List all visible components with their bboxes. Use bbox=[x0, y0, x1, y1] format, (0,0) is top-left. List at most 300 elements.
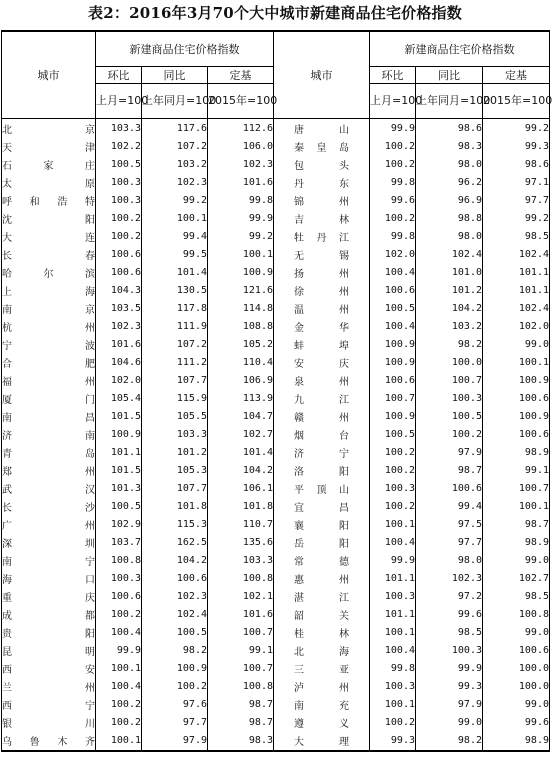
yoy-base-left: 上年同月=100 bbox=[142, 84, 208, 119]
yoy-header-left: 同比 bbox=[142, 67, 208, 84]
yoy-value-left: 100.6 bbox=[142, 569, 208, 587]
city-name-right: 惠州 bbox=[274, 569, 370, 587]
fixed-base-value-right: 99.2 bbox=[483, 209, 550, 227]
mom-value-left: 101.1 bbox=[96, 443, 142, 461]
city-name-left: 长沙 bbox=[2, 497, 96, 515]
mom-value-right: 99.9 bbox=[370, 119, 416, 138]
city-name-right: 烟台 bbox=[274, 425, 370, 443]
mom-value-left: 102.9 bbox=[96, 515, 142, 533]
fixed-base-value-right: 100.0 bbox=[483, 677, 550, 695]
mom-value-right: 100.4 bbox=[370, 641, 416, 659]
yoy-value-right: 100.5 bbox=[416, 407, 483, 425]
yoy-value-right: 97.5 bbox=[416, 515, 483, 533]
city-name-right: 宜昌 bbox=[274, 497, 370, 515]
fixed-base-value-left: 112.6 bbox=[208, 119, 274, 138]
yoy-value-left: 107.7 bbox=[142, 371, 208, 389]
mom-value-right: 102.0 bbox=[370, 245, 416, 263]
fixed-base-value-left: 114.8 bbox=[208, 299, 274, 317]
table-row bbox=[2, 515, 550, 533]
table-row bbox=[2, 173, 550, 191]
fixed-base-value-left: 104.2 bbox=[208, 461, 274, 479]
fixed-base-value-left: 135.6 bbox=[208, 533, 274, 551]
city-name-left: 广州 bbox=[2, 515, 96, 533]
table-row bbox=[2, 533, 550, 551]
fixed-base-value-right: 98.6 bbox=[483, 155, 550, 173]
table-row bbox=[2, 641, 550, 659]
city-name-left: 呼和浩特 bbox=[2, 191, 96, 209]
fixed-base-value-left: 99.8 bbox=[208, 191, 274, 209]
yoy-value-left: 101.8 bbox=[142, 497, 208, 515]
yoy-value-left: 101.2 bbox=[142, 443, 208, 461]
mom-value-left: 101.5 bbox=[96, 461, 142, 479]
mom-value-left: 104.3 bbox=[96, 281, 142, 299]
yoy-value-left: 98.2 bbox=[142, 641, 208, 659]
yoy-value-left: 107.7 bbox=[142, 479, 208, 497]
table-row bbox=[2, 137, 550, 155]
city-name-left: 石家庄 bbox=[2, 155, 96, 173]
fixed-base-value-right: 100.6 bbox=[483, 425, 550, 443]
yoy-value-right: 98.5 bbox=[416, 623, 483, 641]
mom-value-right: 99.6 bbox=[370, 191, 416, 209]
yoy-value-left: 102.3 bbox=[142, 587, 208, 605]
mom-value-right: 100.2 bbox=[370, 497, 416, 515]
yoy-value-right: 99.9 bbox=[416, 659, 483, 677]
yoy-value-left: 100.5 bbox=[142, 623, 208, 641]
table-row bbox=[2, 209, 550, 227]
yoy-value-left: 115.9 bbox=[142, 389, 208, 407]
yoy-value-right: 100.3 bbox=[416, 641, 483, 659]
table-row bbox=[2, 317, 550, 335]
mom-value-right: 100.2 bbox=[370, 137, 416, 155]
table-row bbox=[2, 659, 550, 677]
fixed-base-value-right: 100.6 bbox=[483, 641, 550, 659]
yoy-value-right: 102.4 bbox=[416, 245, 483, 263]
fixed-base-value-left: 106.0 bbox=[208, 137, 274, 155]
yoy-value-left: 100.9 bbox=[142, 659, 208, 677]
city-name-left: 上海 bbox=[2, 281, 96, 299]
city-name-left: 北京 bbox=[2, 119, 96, 138]
city-name-right: 常德 bbox=[274, 551, 370, 569]
fixed-base-value-left: 104.7 bbox=[208, 407, 274, 425]
yoy-value-right: 101.0 bbox=[416, 263, 483, 281]
table-row bbox=[2, 335, 550, 353]
fixed-base-value-right: 100.1 bbox=[483, 353, 550, 371]
city-name-left: 南京 bbox=[2, 299, 96, 317]
yoy-value-left: 130.5 bbox=[142, 281, 208, 299]
yoy-value-right: 98.3 bbox=[416, 137, 483, 155]
city-name-right: 平顶山 bbox=[274, 479, 370, 497]
mom-value-right: 100.4 bbox=[370, 263, 416, 281]
fixed-base-value-left: 102.7 bbox=[208, 425, 274, 443]
city-name-left: 天津 bbox=[2, 137, 96, 155]
city-name-left: 郑州 bbox=[2, 461, 96, 479]
fixed-base-value-right: 99.0 bbox=[483, 623, 550, 641]
mom-value-right: 99.3 bbox=[370, 731, 416, 751]
fixed-base-value-right: 99.0 bbox=[483, 335, 550, 353]
table-row bbox=[2, 407, 550, 425]
mom-value-left: 101.5 bbox=[96, 407, 142, 425]
table-row bbox=[2, 425, 550, 443]
mom-value-left: 100.2 bbox=[96, 713, 142, 731]
mom-value-left: 103.3 bbox=[96, 119, 142, 138]
mom-value-right: 100.2 bbox=[370, 209, 416, 227]
yoy-value-left: 97.9 bbox=[142, 731, 208, 751]
mom-value-right: 100.9 bbox=[370, 335, 416, 353]
price-index-table bbox=[1, 30, 550, 752]
yoy-value-right: 98.8 bbox=[416, 209, 483, 227]
fixed-base-value-right: 102.0 bbox=[483, 317, 550, 335]
table-row bbox=[2, 155, 550, 173]
table-row bbox=[2, 263, 550, 281]
yoy-value-left: 107.2 bbox=[142, 137, 208, 155]
table-row bbox=[2, 677, 550, 695]
mom-value-right: 99.8 bbox=[370, 659, 416, 677]
yoy-value-left: 107.2 bbox=[142, 335, 208, 353]
mom-value-left: 102.2 bbox=[96, 137, 142, 155]
yoy-header-right: 同比 bbox=[416, 67, 483, 84]
index-group-header-right: 新建商品住宅价格指数 bbox=[370, 31, 550, 67]
table-row bbox=[2, 731, 550, 751]
fixed-base-value-left: 103.3 bbox=[208, 551, 274, 569]
mom-base-right: 上月=100 bbox=[370, 84, 416, 119]
yoy-value-left: 100.2 bbox=[142, 677, 208, 695]
mom-value-right: 100.1 bbox=[370, 515, 416, 533]
city-name-right: 泸州 bbox=[274, 677, 370, 695]
mom-value-left: 100.5 bbox=[96, 497, 142, 515]
mom-value-right: 100.6 bbox=[370, 371, 416, 389]
mom-value-right: 100.7 bbox=[370, 389, 416, 407]
fixed-base-value-right: 100.9 bbox=[483, 407, 550, 425]
yoy-value-right: 100.0 bbox=[416, 353, 483, 371]
mom-value-right: 100.1 bbox=[370, 695, 416, 713]
mom-value-left: 100.3 bbox=[96, 173, 142, 191]
fixed-base-value-right: 97.1 bbox=[483, 173, 550, 191]
yoy-value-left: 111.9 bbox=[142, 317, 208, 335]
table-body bbox=[2, 119, 550, 752]
table-row bbox=[2, 479, 550, 497]
mom-value-left: 100.9 bbox=[96, 425, 142, 443]
mom-header-right: 环比 bbox=[370, 67, 416, 84]
fixed-base-value-right: 98.5 bbox=[483, 587, 550, 605]
table-row bbox=[2, 605, 550, 623]
city-name-right: 唐山 bbox=[274, 119, 370, 138]
city-name-left: 南宁 bbox=[2, 551, 96, 569]
fixed-base-value-left: 106.9 bbox=[208, 371, 274, 389]
city-name-left: 乌鲁木齐 bbox=[2, 731, 96, 751]
yoy-value-left: 102.3 bbox=[142, 173, 208, 191]
mom-value-right: 100.4 bbox=[370, 533, 416, 551]
index-group-header-left: 新建商品住宅价格指数 bbox=[96, 31, 274, 67]
mom-value-left: 105.4 bbox=[96, 389, 142, 407]
yoy-value-left: 100.1 bbox=[142, 209, 208, 227]
fixed-base-value-left: 100.1 bbox=[208, 245, 274, 263]
table-row bbox=[2, 551, 550, 569]
city-name-right: 安庆 bbox=[274, 353, 370, 371]
table-row bbox=[2, 569, 550, 587]
yoy-value-left: 97.7 bbox=[142, 713, 208, 731]
yoy-value-right: 96.9 bbox=[416, 191, 483, 209]
yoy-value-right: 99.0 bbox=[416, 713, 483, 731]
table-row bbox=[2, 299, 550, 317]
table-row bbox=[2, 245, 550, 263]
mom-value-left: 100.3 bbox=[96, 569, 142, 587]
yoy-value-left: 99.2 bbox=[142, 191, 208, 209]
fixed-base-value-right: 100.7 bbox=[483, 479, 550, 497]
yoy-value-right: 99.6 bbox=[416, 605, 483, 623]
fixed-base-value-left: 101.6 bbox=[208, 605, 274, 623]
city-name-right: 遵义 bbox=[274, 713, 370, 731]
mom-value-left: 100.2 bbox=[96, 605, 142, 623]
yoy-value-left: 102.4 bbox=[142, 605, 208, 623]
fixed-base-value-left: 110.7 bbox=[208, 515, 274, 533]
city-name-left: 宁波 bbox=[2, 335, 96, 353]
yoy-value-left: 162.5 bbox=[142, 533, 208, 551]
city-name-left: 济南 bbox=[2, 425, 96, 443]
yoy-value-right: 97.2 bbox=[416, 587, 483, 605]
city-name-left: 西宁 bbox=[2, 695, 96, 713]
fixed-base-value-right: 100.6 bbox=[483, 389, 550, 407]
yoy-value-left: 111.2 bbox=[142, 353, 208, 371]
yoy-value-right: 100.6 bbox=[416, 479, 483, 497]
city-name-right: 包头 bbox=[274, 155, 370, 173]
city-name-left: 重庆 bbox=[2, 587, 96, 605]
yoy-value-right: 96.2 bbox=[416, 173, 483, 191]
city-name-right: 南充 bbox=[274, 695, 370, 713]
table-row bbox=[2, 119, 550, 138]
yoy-value-right: 100.3 bbox=[416, 389, 483, 407]
fixed-base-right: 2015年=100 bbox=[483, 84, 550, 119]
city-name-right: 襄阳 bbox=[274, 515, 370, 533]
mom-value-right: 100.2 bbox=[370, 461, 416, 479]
fixed-base-value-right: 99.3 bbox=[483, 137, 550, 155]
yoy-value-right: 98.7 bbox=[416, 461, 483, 479]
mom-value-left: 100.2 bbox=[96, 209, 142, 227]
city-name-right: 赣州 bbox=[274, 407, 370, 425]
table-row bbox=[2, 389, 550, 407]
mom-value-right: 100.2 bbox=[370, 155, 416, 173]
fixed-base-value-left: 102.1 bbox=[208, 587, 274, 605]
city-name-left: 福州 bbox=[2, 371, 96, 389]
city-name-right: 湛江 bbox=[274, 587, 370, 605]
fixed-base-value-right: 99.0 bbox=[483, 695, 550, 713]
city-name-left: 太原 bbox=[2, 173, 96, 191]
yoy-value-right: 100.2 bbox=[416, 425, 483, 443]
mom-value-left: 102.0 bbox=[96, 371, 142, 389]
city-name-right: 徐州 bbox=[274, 281, 370, 299]
mom-value-right: 100.5 bbox=[370, 299, 416, 317]
fixed-base-value-left: 99.9 bbox=[208, 209, 274, 227]
table-row bbox=[2, 623, 550, 641]
fixed-base-value-right: 100.9 bbox=[483, 371, 550, 389]
mom-value-left: 100.8 bbox=[96, 551, 142, 569]
mom-value-right: 100.3 bbox=[370, 677, 416, 695]
mom-value-left: 100.4 bbox=[96, 677, 142, 695]
table-row bbox=[2, 227, 550, 245]
mom-value-right: 100.2 bbox=[370, 713, 416, 731]
mom-value-left: 103.5 bbox=[96, 299, 142, 317]
fixed-base-value-left: 98.7 bbox=[208, 713, 274, 731]
city-name-right: 桂林 bbox=[274, 623, 370, 641]
city-name-left: 青岛 bbox=[2, 443, 96, 461]
fixed-base-value-left: 100.9 bbox=[208, 263, 274, 281]
fixed-base-value-left: 99.2 bbox=[208, 227, 274, 245]
city-name-right: 大理 bbox=[274, 731, 370, 751]
mom-base-left: 上月=100 bbox=[96, 84, 142, 119]
mom-value-right: 101.1 bbox=[370, 569, 416, 587]
yoy-value-left: 105.5 bbox=[142, 407, 208, 425]
city-name-right: 秦皇岛 bbox=[274, 137, 370, 155]
city-name-left: 银川 bbox=[2, 713, 96, 731]
fixed-base-value-left: 99.1 bbox=[208, 641, 274, 659]
mom-value-right: 99.8 bbox=[370, 227, 416, 245]
city-name-right: 锦州 bbox=[274, 191, 370, 209]
table-row bbox=[2, 713, 550, 731]
fixed-base-left: 2015年=100 bbox=[208, 84, 274, 119]
fixed-base-value-left: 100.8 bbox=[208, 677, 274, 695]
city-name-left: 兰州 bbox=[2, 677, 96, 695]
mom-value-left: 99.9 bbox=[96, 641, 142, 659]
yoy-value-right: 99.3 bbox=[416, 677, 483, 695]
yoy-value-right: 97.9 bbox=[416, 695, 483, 713]
yoy-value-left: 103.2 bbox=[142, 155, 208, 173]
mom-value-right: 100.4 bbox=[370, 317, 416, 335]
yoy-value-left: 99.4 bbox=[142, 227, 208, 245]
mom-value-left: 100.6 bbox=[96, 587, 142, 605]
fixed-base-value-right: 98.9 bbox=[483, 533, 550, 551]
mom-value-left: 100.2 bbox=[96, 695, 142, 713]
yoy-base-right: 上年同月=100 bbox=[416, 84, 483, 119]
yoy-value-right: 98.0 bbox=[416, 551, 483, 569]
fixed-base-value-right: 98.5 bbox=[483, 227, 550, 245]
city-name-right: 三亚 bbox=[274, 659, 370, 677]
fixed-base-value-left: 102.3 bbox=[208, 155, 274, 173]
yoy-value-right: 100.7 bbox=[416, 371, 483, 389]
city-name-right: 丹东 bbox=[274, 173, 370, 191]
city-name-left: 深圳 bbox=[2, 533, 96, 551]
mom-value-right: 99.9 bbox=[370, 551, 416, 569]
city-name-right: 泉州 bbox=[274, 371, 370, 389]
fixed-base-value-left: 101.8 bbox=[208, 497, 274, 515]
mom-header-left: 环比 bbox=[96, 67, 142, 84]
fixed-base-value-right: 100.1 bbox=[483, 497, 550, 515]
mom-value-right: 100.2 bbox=[370, 443, 416, 461]
fixed-base-value-left: 101.6 bbox=[208, 173, 274, 191]
mom-value-right: 100.9 bbox=[370, 353, 416, 371]
table-row bbox=[2, 695, 550, 713]
city-name-right: 吉林 bbox=[274, 209, 370, 227]
yoy-value-right: 103.2 bbox=[416, 317, 483, 335]
fixed-base-value-right: 102.4 bbox=[483, 299, 550, 317]
city-name-left: 沈阳 bbox=[2, 209, 96, 227]
city-name-left: 海口 bbox=[2, 569, 96, 587]
fixed-base-value-right: 102.4 bbox=[483, 245, 550, 263]
city-name-left: 武汉 bbox=[2, 479, 96, 497]
city-name-left: 大连 bbox=[2, 227, 96, 245]
city-name-left: 杭州 bbox=[2, 317, 96, 335]
city-header-right: 城市 bbox=[274, 31, 370, 119]
fixed-base-value-left: 101.4 bbox=[208, 443, 274, 461]
mom-value-left: 100.1 bbox=[96, 659, 142, 677]
yoy-value-left: 117.8 bbox=[142, 299, 208, 317]
city-name-left: 南昌 bbox=[2, 407, 96, 425]
table-row bbox=[2, 281, 550, 299]
fixed-base-value-left: 108.8 bbox=[208, 317, 274, 335]
yoy-value-left: 101.4 bbox=[142, 263, 208, 281]
table-row bbox=[2, 587, 550, 605]
yoy-value-right: 98.0 bbox=[416, 227, 483, 245]
city-name-right: 济宁 bbox=[274, 443, 370, 461]
city-name-right: 牡丹江 bbox=[274, 227, 370, 245]
mom-value-left: 103.7 bbox=[96, 533, 142, 551]
fixed-base-value-right: 102.7 bbox=[483, 569, 550, 587]
city-name-left: 贵阳 bbox=[2, 623, 96, 641]
yoy-value-right: 98.6 bbox=[416, 119, 483, 138]
yoy-value-right: 104.2 bbox=[416, 299, 483, 317]
fixed-base-value-left: 100.7 bbox=[208, 623, 274, 641]
mom-value-left: 100.4 bbox=[96, 623, 142, 641]
mom-value-right: 100.3 bbox=[370, 479, 416, 497]
mom-value-left: 101.6 bbox=[96, 335, 142, 353]
fixed-base-value-left: 121.6 bbox=[208, 281, 274, 299]
fixed-base-value-right: 99.0 bbox=[483, 551, 550, 569]
table-row bbox=[2, 461, 550, 479]
fixed-base-value-left: 110.4 bbox=[208, 353, 274, 371]
yoy-value-left: 103.3 bbox=[142, 425, 208, 443]
fixed-base-value-right: 99.2 bbox=[483, 119, 550, 138]
mom-value-right: 100.9 bbox=[370, 407, 416, 425]
mom-value-right: 101.1 bbox=[370, 605, 416, 623]
city-name-left: 长春 bbox=[2, 245, 96, 263]
yoy-value-left: 97.6 bbox=[142, 695, 208, 713]
fixed-base-header-left: 定基 bbox=[208, 67, 274, 84]
yoy-value-right: 98.2 bbox=[416, 731, 483, 751]
city-name-right: 北海 bbox=[274, 641, 370, 659]
mom-value-left: 100.6 bbox=[96, 245, 142, 263]
mom-value-left: 100.6 bbox=[96, 263, 142, 281]
yoy-value-right: 97.7 bbox=[416, 533, 483, 551]
mom-value-right: 100.6 bbox=[370, 281, 416, 299]
mom-value-left: 100.2 bbox=[96, 227, 142, 245]
mom-value-left: 100.1 bbox=[96, 731, 142, 751]
fixed-base-value-right: 98.9 bbox=[483, 443, 550, 461]
city-header-left: 城市 bbox=[2, 31, 96, 119]
city-name-right: 韶关 bbox=[274, 605, 370, 623]
fixed-base-value-right: 101.1 bbox=[483, 281, 550, 299]
fixed-base-value-left: 106.1 bbox=[208, 479, 274, 497]
city-name-right: 蚌埠 bbox=[274, 335, 370, 353]
yoy-value-left: 105.3 bbox=[142, 461, 208, 479]
mom-value-left: 101.3 bbox=[96, 479, 142, 497]
fixed-base-header-right: 定基 bbox=[483, 67, 550, 84]
city-name-left: 厦门 bbox=[2, 389, 96, 407]
city-name-left: 西安 bbox=[2, 659, 96, 677]
fixed-base-value-left: 98.3 bbox=[208, 731, 274, 751]
fixed-base-value-right: 99.6 bbox=[483, 713, 550, 731]
fixed-base-value-right: 100.0 bbox=[483, 659, 550, 677]
yoy-value-left: 104.2 bbox=[142, 551, 208, 569]
fixed-base-value-right: 98.7 bbox=[483, 515, 550, 533]
table-row bbox=[2, 497, 550, 515]
yoy-value-right: 99.4 bbox=[416, 497, 483, 515]
city-name-right: 金华 bbox=[274, 317, 370, 335]
fixed-base-value-right: 99.1 bbox=[483, 461, 550, 479]
city-name-right: 岳阳 bbox=[274, 533, 370, 551]
table-row bbox=[2, 353, 550, 371]
yoy-value-right: 97.9 bbox=[416, 443, 483, 461]
fixed-base-value-right: 101.1 bbox=[483, 263, 550, 281]
mom-value-left: 100.3 bbox=[96, 191, 142, 209]
mom-value-right: 100.1 bbox=[370, 623, 416, 641]
